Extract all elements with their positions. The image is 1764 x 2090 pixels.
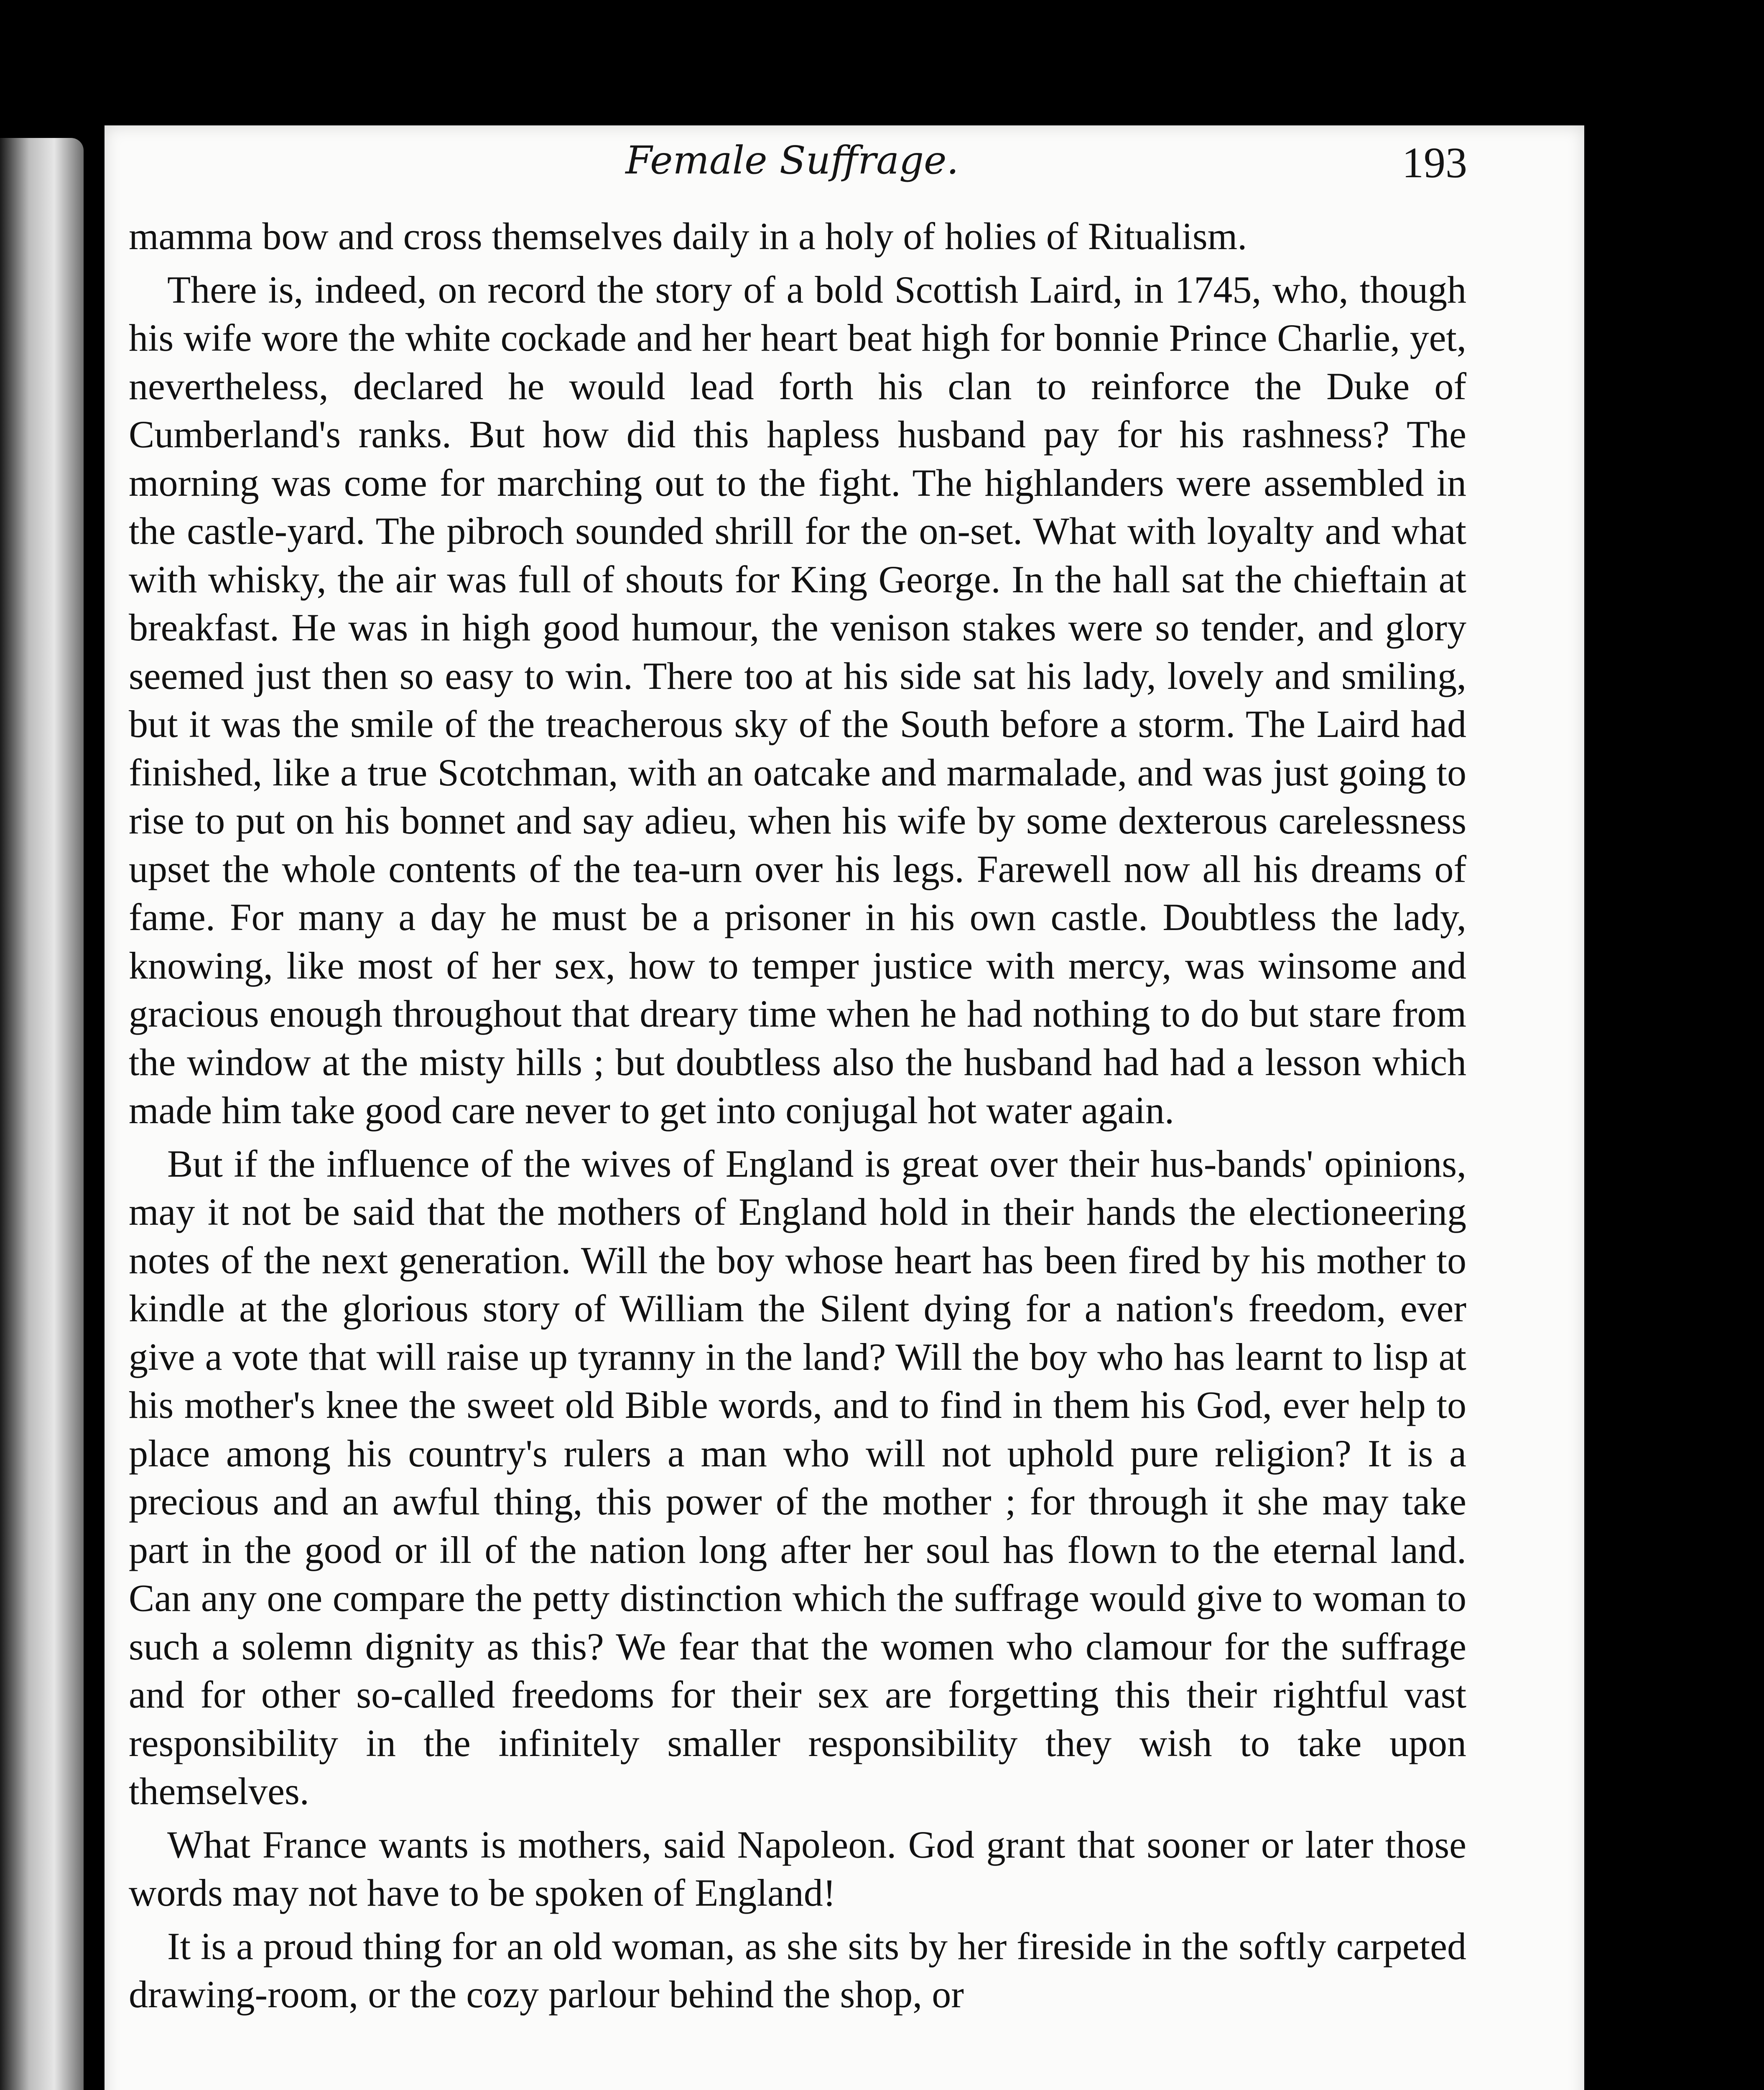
paragraph-mothers-of-england: But if the influence of the wives of England is great over their hus-bands' opinions, may it not be said that the mothers of England hold in their hands the electioneering notes of the next generation. Will the boy whose heart has been fired by his mother to kindle at the glorious story of William the Silent dying for a nation's freedom, ever give a vote that will raise up tyranny in the land? Will the boy who has learnt to lisp at his mother's knee the sweet old Bible words, and to find in them his God, ever help to place among his country's rulers a man who will not uphold pure religion? It is a precious and an awful thing, this power of the mother ; for through it she may take part in the good or ill of the nation long after her soul has flown to the eternal land. Can any one compare the petty distinction which the suffrage would give to woman to such a solemn dignity as this? We fear that the women who clamour for the suffrage and for other so-called freedoms for their sex are forgetting this their rightful vast responsibility in the infinitely smaller responsibility they wish to take upon themselves.	[129, 1142, 1466, 1812]
page-header	[121, 138, 1467, 209]
paragraph-napoleon: What France wants is mothers, said Napoleon. God grant that sooner or later those words may not have to be spoken of England!	[129, 1823, 1466, 1914]
paragraph-scottish-laird: There is, indeed, on record the story of a bold Scottish Laird, in 1745, who, though his wife wore the white cockade and her heart beat high for bonnie Prince Charlie, yet, nevertheless, declared he would lead forth his clan to reinforce the Duke of Cumberland's ranks. But how did this hapless husband pay for his rashness? The morning was come for marching out to the fight. The highlanders were assembled in the castle-yard. The pibroch sounded shrill for the on-set. What with loyalty and what with whisky, the air was full of shouts for King George. In the hall sat the chieftain at breakfast. He was in high good humour, the venison stakes were so tender, and glory seemed just then so easy to win. There too at his side sat his lady, lovely and smiling, but it was the smile of the treacherous sky of the South before a storm. The Laird had finished, like a true Scotchman, with an oatcake and marmalade, and was just going to rise to put on his bonnet and say adieu, when his wife by some dexterous carelessness upset the whole contents of the tea-urn over his legs. Farewell now all his dreams of fame. For many a day he must be a prisoner in his own castle. Doubtless the lady, knowing, like most of her sex, how to temper justice with mercy, was winsome and gracious enough throughout that dreary time when he had nothing to do but stare from the window at the misty hills ; but doubtless also the husband had had a lesson which made him take good care never to get into conjugal hot water again.	[129, 268, 1466, 1132]
page-body	[129, 212, 1466, 2024]
adjacent-page-edge	[0, 138, 84, 2090]
page-number: 193	[1402, 139, 1467, 187]
running-title: Female Suffrage.	[625, 138, 959, 183]
paragraph-old-woman: It is a proud thing for an old woman, as she sits by her fireside in the softly carpeted drawing-room, or the cozy parlour behind the shop, or	[129, 1924, 1466, 2016]
paragraph-continuation: mamma bow and cross themselves daily in a holy of holies of Ritualism.	[129, 215, 1247, 257]
